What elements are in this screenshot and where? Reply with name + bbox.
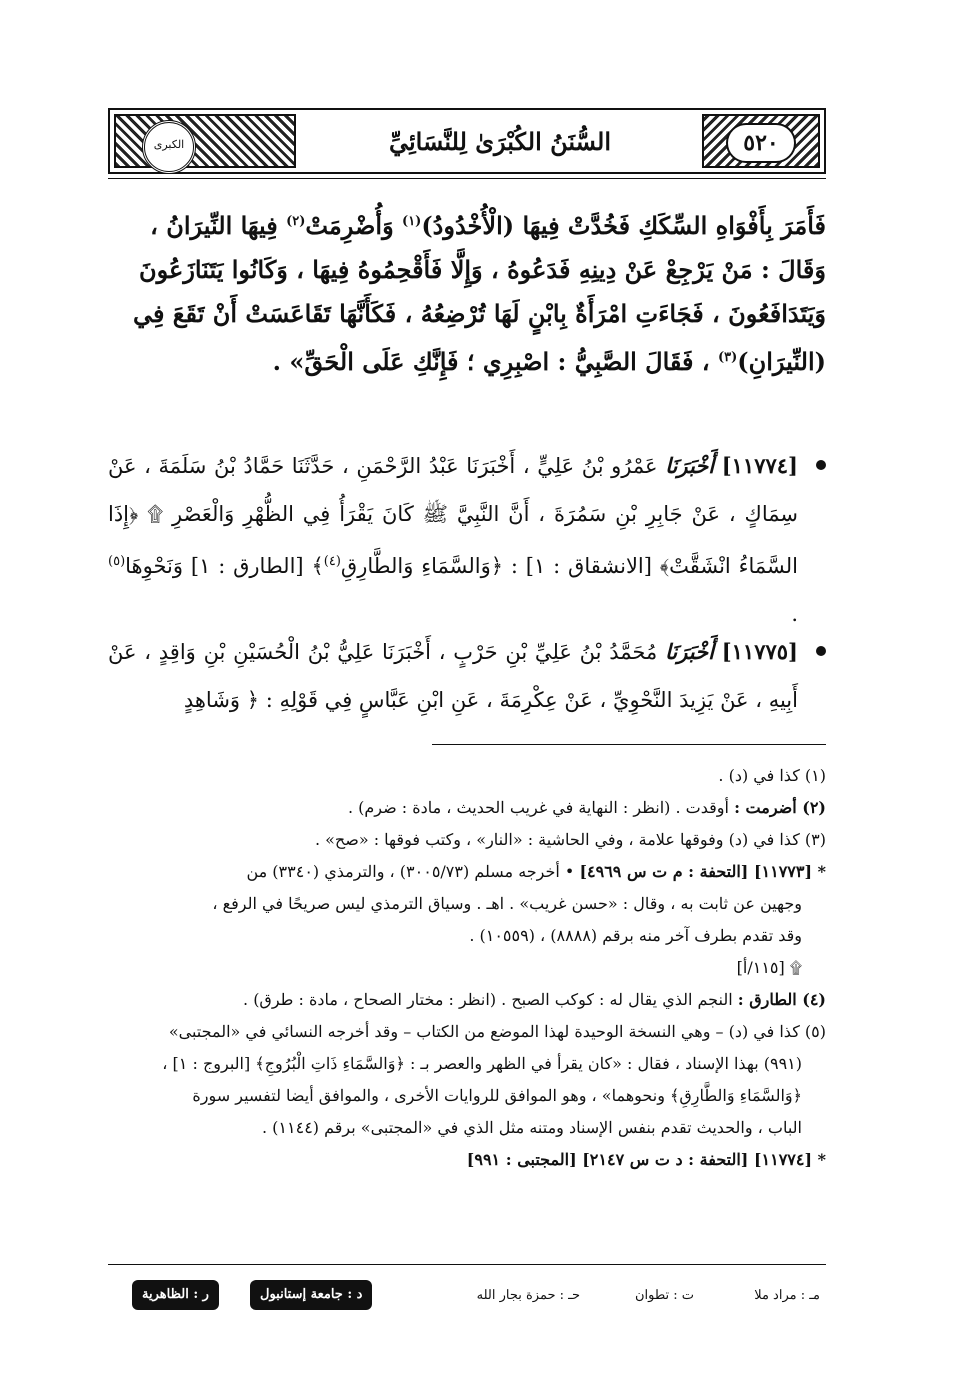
footnote-5-line-2: (٩٩١) بهذا الإسناد ، فقال : «كان يقرأ في الظهر والعصر بـ : ﴿وَالسَّمَاءِ ذَاتِ الْبُرُوجِ﴾ [البروج : ١] ، (162, 1054, 802, 1073)
source-r-badge: ر : الظاهرية (132, 1280, 219, 1310)
hadith-akhbarana: أَخْبَرَنَا (664, 639, 714, 664)
hadith-text: عَمْرُو بْنُ عَلِيٍّ ، أَخْبَرَنَا عَبْدُ الرَّحْمَنِ ، حَدَّثَنَا حَمَّادُ بْنُ سَلَمَةَ ، عَنْ سِمَاكٍ ، عَنْ جَابِرِ بْنِ سَمُرَةَ ، أَنَّ النَّبِيَّ ﷺ كَانَ يَقْرَأُ فِي الظُّهْرِ وَالْعَصْرِ ۩ ﴿إِذَا السَّمَاءُ انْشَقَّتْ﴾ [الانشقاق : ١] : ﴿وَالسَّمَاءِ وَالطَّارِقِ (108, 454, 798, 578)
page-header (108, 108, 826, 174)
header-rule (108, 178, 826, 179)
hadith-text: مُحَمَّدُ بْنُ عَلِيِّ بْنِ حَرْبٍ ، أَخْبَرَنَا عَلِيُّ بْنُ الْحُسَيْنِ بْنِ وَاقِدٍ ، عَنْ أَبِيهِ ، عَنْ يَزِيدَ النَّحْوِيِّ ، عَنْ عِكْرِمَةَ ، عَنِ ابْنِ عَبَّاسٍ فِي قَوْلِهِ : ﴿ وَشَاهِدٍ (108, 640, 798, 712)
manuscript-sources (108, 1280, 826, 1314)
bullet-icon (816, 460, 826, 470)
sources-rule (108, 1264, 826, 1265)
footnote-5: (٥) كذا في (د) – وهي النسخة الوحيدة لهذا الموضع من الكتاب – وقد أخرجه النسائي في «المجتبى» (168, 1022, 826, 1041)
footnote-mark: (٤) (323, 554, 341, 569)
hadith-number: [١١٧٧٤] (721, 453, 798, 478)
main-line-2: وَقَالَ : مَنْ يَرْجِعْ عَنْ دِينِهِ فَدَعُوهُ ، وَإِلَّا فَأَقْحِمُوهُ فِيهَا ، وَكَانُوا يَتَنَازَعُونَ (139, 255, 826, 284)
hadith-number: [١١٧٧٥] (721, 639, 798, 664)
takhrij-11773-line-3: وقد تقدم بطرف آخر منه برقم (٨٨٨٨) ، (١٠٥٥٩) . (469, 926, 802, 945)
hadith-akhbarana: أَخْبَرَنَا (665, 453, 715, 478)
header-ornament-right (702, 114, 820, 168)
footnote-5-line-3: ﴿وَالسَّمَاءِ وَالطَّارِقِ﴾ ونحوهما» ، وهو الموافق للروايات الأخرى ، والموافق أيضا لتفسير سورة (192, 1086, 802, 1105)
takhrij-11773: * [١١٧٧٣] [التحفة : م ت س ٤٩٦٩] • أخرجه مسلم (٣٠٠٥/٧٣) ، والترمذي (٣٣٤٠) من (246, 862, 826, 881)
hadith-11775 (108, 628, 826, 724)
footnote-mark: (٣) (717, 350, 738, 365)
source-m: مـ : مراد ملا (754, 1288, 820, 1303)
footnote-mark: (٥) (108, 554, 126, 569)
footnote-3: (٣) كذا في (د) وفوقها علامة ، وفي الحاشية : «النار» ، وكتب فوقها : «صح» . (314, 830, 826, 849)
seal-text: الكبرى (153, 138, 185, 151)
takhrij-11774: * [١١٧٧٤] [التحفة : د ت س ٢١٤٧] [المجتبى : ٩٩١] (466, 1150, 826, 1169)
source-h: حـ : حمزة بجار الله (476, 1288, 580, 1303)
footnote-5-line-4: الباب ، والحديث تقدم بنفس الإسناد ومتنه مثل الذي في «المجتبى» برقم (١١٤٤) . (261, 1118, 802, 1137)
footnote-mark: (١) (402, 214, 422, 229)
main-line-3: وَيَتَدَافَعُونَ ، فَجَاءَتِ امْرَأَةٌ بِابْنٍ لَهَا تُرْضِعُهُ ، فَكَأَنَّهَا تَقَاعَسَتْ أَنْ تَقَعَ فِي (132, 299, 826, 328)
source-d-badge: د : جامعة إستانبول (250, 1280, 372, 1310)
footnote-rule (432, 744, 826, 745)
main-line-1: فَأَمَرَ بِأَفْوَاهِ السِّكَكِ فَخُدَّتْ فِيهَا (الْأُخْدُودُ)$^{(١)}$ وَأُضْرِمَتْ$^{(٢)}$ فِيهَا النِّيرَانُ ، (150, 211, 826, 240)
page-number: ٥٢٠ (726, 123, 796, 163)
hadith-11774: [١١٧٧٤] أَخْبَرَنَا عَمْرُو بْنُ عَلِيٍّ ، أَخْبَرَنَا عَبْدُ الرَّحْمَنِ ، حَدَّثَنَا حَمَّادُ بْنُ سَلَمَةَ ، عَنْ سِمَاكٍ ، عَنْ جَابِرِ بْنِ سَمُرَةَ ، أَنَّ النَّبِيَّ ﷺ كَانَ يَقْرَأُ فِي الظُّهْرِ وَالْعَصْرِ ۩ ﴿إِذَا السَّمَاءُ انْشَقَّتْ﴾ [الانشقاق : ١] : ﴿وَالسَّمَاءِ وَالطَّارِقِ$^{(٤)}$﴾ [الطارق : ١] وَنَحْوِهَا$^{(٥)}$ . (108, 442, 826, 638)
footnote-2: (٢) أضرمت : أوقدت . (انظر : النهاية في غريب الحديث ، مادة : ضرم) . (347, 798, 826, 817)
folio-mark: ۩ [١١٥/أ] (736, 958, 802, 977)
bullet-icon (816, 646, 826, 656)
main-line-4: (النِّيرَانِ)$^{(٣)}$ ، فَقَالَ الصَّبِيُّ : اصْبِرِي ؛ فَإِنَّكِ عَلَى الْحَقِّ» . (272, 347, 826, 376)
footnotes (108, 760, 826, 1176)
book-title: السُّنَنُ الكُبْرَىٰ لِلنَّسَائِيِّ (388, 127, 612, 156)
publisher-seal (142, 120, 196, 174)
main-text (108, 200, 826, 384)
footnote-mark: (٢) (286, 214, 306, 229)
takhrij-11773-line-2: وجهين عن ثابت به ، وقال : «حسن غريب» . اهـ . وسياق الترمذي ليس صريحًا في الرفع ، (212, 894, 802, 913)
header-ornament-left (114, 114, 296, 168)
footnote-1: (١) كذا في (د) . (718, 766, 826, 785)
source-t: ت : تطوان (634, 1288, 694, 1303)
footnote-4: (٤) الطارق : النجم الذي يقال له : كوكب الصبح . (انظر : مختار الصحاح ، مادة : طرق) . (243, 990, 826, 1009)
